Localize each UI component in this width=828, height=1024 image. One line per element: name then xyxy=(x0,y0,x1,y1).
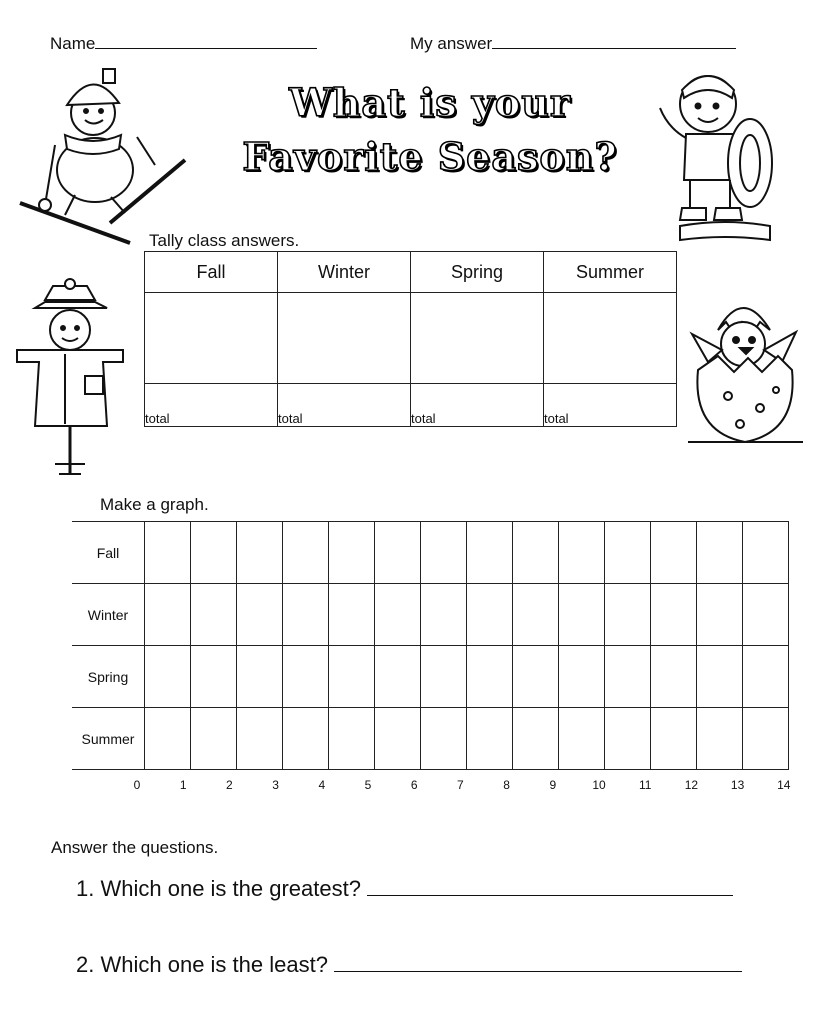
graph-cell[interactable] xyxy=(237,646,283,708)
graph-cell[interactable] xyxy=(191,708,237,770)
graph-cell[interactable] xyxy=(329,584,375,646)
graph-cell[interactable] xyxy=(697,708,743,770)
axis-tick-label: 13 xyxy=(730,778,745,792)
page-title xyxy=(200,76,660,184)
graph-cell[interactable] xyxy=(237,708,283,770)
graph-cell[interactable] xyxy=(559,584,605,646)
graph-row xyxy=(72,646,789,708)
axis-tick-label: 11 xyxy=(638,778,652,792)
title-line-1: What is your xyxy=(289,80,571,125)
graph-cell[interactable] xyxy=(237,584,283,646)
my-answer-blank[interactable] xyxy=(492,48,736,49)
graph-cell[interactable] xyxy=(421,646,467,708)
graph-cell[interactable] xyxy=(375,708,421,770)
tally-marks-spring[interactable] xyxy=(411,293,544,384)
my-answer-label: My answer xyxy=(410,34,493,53)
graph-cell[interactable] xyxy=(467,522,513,584)
graph-cell[interactable] xyxy=(651,522,697,584)
tally-total-fall[interactable]: total xyxy=(145,384,278,427)
axis-tick-label: 6 xyxy=(410,778,418,792)
graph-cell[interactable] xyxy=(467,584,513,646)
tally-table xyxy=(144,251,677,427)
tally-marks-winter[interactable] xyxy=(278,293,411,384)
graph-cell[interactable] xyxy=(375,584,421,646)
graph-cell[interactable] xyxy=(283,522,329,584)
scarecrow-illustration xyxy=(15,278,130,478)
graph-cell[interactable] xyxy=(283,584,329,646)
graph-row xyxy=(72,708,789,770)
tally-header-summer: Summer xyxy=(544,252,677,293)
questions-label: Answer the questions. xyxy=(51,838,219,857)
graph-cell[interactable] xyxy=(697,522,743,584)
graph-cell[interactable] xyxy=(513,584,559,646)
graph-cell[interactable] xyxy=(237,522,283,584)
graph-cell[interactable] xyxy=(145,646,191,708)
name-blank[interactable] xyxy=(95,48,317,49)
snowman-skiing-illustration xyxy=(15,65,195,245)
axis-tick-label: 10 xyxy=(592,778,606,792)
graph-cell[interactable] xyxy=(743,584,789,646)
question-1-number: 1. xyxy=(76,876,95,901)
axis-tick-label: 1 xyxy=(179,778,187,792)
tally-header-spring: Spring xyxy=(411,252,544,293)
graph-axis xyxy=(0,778,828,794)
axis-tick-label: 3 xyxy=(272,778,279,792)
graph-cell[interactable] xyxy=(375,522,421,584)
question-2-text: Which one is the least? xyxy=(100,952,328,977)
graph-cell[interactable] xyxy=(145,522,191,584)
graph-row xyxy=(72,522,789,584)
tally-header-winter: Winter xyxy=(278,252,411,293)
chick-in-egg-illustration xyxy=(688,292,803,447)
graph-cell[interactable] xyxy=(283,646,329,708)
graph-cell[interactable] xyxy=(651,646,697,708)
tally-total-summer[interactable]: total xyxy=(544,384,677,427)
axis-tick-label: 5 xyxy=(364,778,372,792)
graph-cell[interactable] xyxy=(743,522,789,584)
graph-cell[interactable] xyxy=(329,646,375,708)
axis-tick-label: 0 xyxy=(133,778,141,792)
question-1-text: Which one is the greatest? xyxy=(100,876,361,901)
axis-tick-label: 4 xyxy=(318,778,326,792)
graph-cell[interactable] xyxy=(697,646,743,708)
axis-tick-label: 9 xyxy=(549,778,557,792)
question-2 xyxy=(76,952,742,978)
tally-total-winter[interactable]: total xyxy=(278,384,411,427)
graph-cell[interactable] xyxy=(513,708,559,770)
graph-cell[interactable] xyxy=(329,522,375,584)
graph-cell[interactable] xyxy=(191,584,237,646)
graph-cell[interactable] xyxy=(743,646,789,708)
graph-cell[interactable] xyxy=(513,522,559,584)
graph-cell[interactable] xyxy=(513,646,559,708)
graph-cell[interactable] xyxy=(467,646,513,708)
graph-row-label: Winter xyxy=(72,584,145,646)
graph-cell[interactable] xyxy=(605,522,651,584)
axis-tick-label: 2 xyxy=(226,778,233,792)
tally-marks-fall[interactable] xyxy=(145,293,278,384)
graph-cell[interactable] xyxy=(421,584,467,646)
axis-tick-label: 8 xyxy=(503,778,510,792)
axis-tick-label: 14 xyxy=(777,778,791,792)
boy-with-swim-ring-illustration xyxy=(650,68,780,248)
graph-cell[interactable] xyxy=(329,708,375,770)
graph-row-label: Spring xyxy=(72,646,145,708)
graph-label: Make a graph. xyxy=(100,495,209,514)
bar-graph-grid xyxy=(72,521,789,770)
my-answer-field xyxy=(410,34,736,54)
graph-cell[interactable] xyxy=(559,708,605,770)
tally-header-fall: Fall xyxy=(145,252,278,293)
name-label: Name xyxy=(50,34,96,53)
graph-cell[interactable] xyxy=(605,646,651,708)
question-1 xyxy=(76,876,733,902)
name-field xyxy=(50,34,317,54)
graph-cell[interactable] xyxy=(651,584,697,646)
question-2-answer-blank[interactable] xyxy=(334,971,742,972)
graph-cell[interactable] xyxy=(283,708,329,770)
graph-row-label: Fall xyxy=(72,522,145,584)
question-1-answer-blank[interactable] xyxy=(367,895,733,896)
axis-tick-label: 7 xyxy=(457,778,464,792)
graph-cell[interactable] xyxy=(697,584,743,646)
graph-cell[interactable] xyxy=(191,646,237,708)
graph-cell[interactable] xyxy=(559,646,605,708)
graph-cell[interactable] xyxy=(651,708,697,770)
graph-cell[interactable] xyxy=(145,708,191,770)
graph-cell[interactable] xyxy=(467,708,513,770)
tally-total-spring[interactable]: total xyxy=(411,384,544,427)
question-2-number: 2. xyxy=(76,952,95,977)
graph-cell[interactable] xyxy=(145,584,191,646)
tally-label: Tally class answers. xyxy=(149,231,300,250)
title-line-2: Favorite Season? xyxy=(242,134,618,179)
graph-cell[interactable] xyxy=(375,646,421,708)
graph-cell[interactable] xyxy=(605,708,651,770)
graph-cell[interactable] xyxy=(605,584,651,646)
graph-row xyxy=(72,584,789,646)
graph-cell[interactable] xyxy=(421,522,467,584)
graph-row-label: Summer xyxy=(72,708,145,770)
axis-tick-label: 12 xyxy=(684,778,699,792)
graph-cell[interactable] xyxy=(421,708,467,770)
tally-marks-summer[interactable] xyxy=(544,293,677,384)
graph-cell[interactable] xyxy=(743,708,789,770)
graph-cell[interactable] xyxy=(191,522,237,584)
graph-cell[interactable] xyxy=(559,522,605,584)
